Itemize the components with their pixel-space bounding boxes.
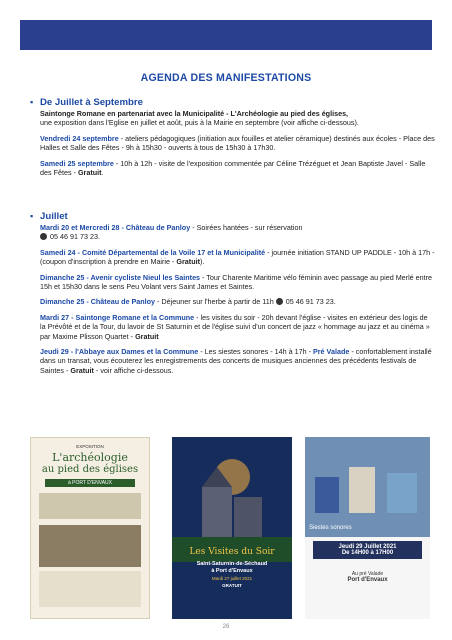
poster-date-box: Jeudi 29 Juillet 2021 De 14H00 à 17H00 — [313, 541, 422, 559]
poster-photo: Siestes sonores — [305, 437, 430, 537]
poster-text-block — [39, 493, 141, 519]
poster-info-block — [39, 571, 141, 607]
paragraph: Mardi 27 - Saintonge Romane et la Commune - les visites du soir - 20h devant l'église - visites en extérieur des logis de la Prévôté et de la Tour, du lavoir de St Saturnin et de l'église suivi d'un concert de jazz « hommage au jazz et au cinéma » par Maxime Plisson Quartet - Gratuit — [40, 312, 430, 341]
paragraph: Samedi 25 septembre - 10h à 12h - visite de l'exposition commentée par Céline Trézéguet et Jean Baptiste Javel - Salle des Fêtes - Gratuit. — [40, 158, 426, 178]
paragraph: Samedi 24 - Comité Départemental de la Voile 17 et la Municipalité - journée initiation STAND UP PADDLE - 10h à 17h - (coupon d'inscription à prendre en Mairie - Gratuit). — [40, 247, 435, 267]
bullet-icon: ▪ — [30, 97, 34, 107]
paragraph: Dimanche 25 - Avenir cycliste Nieul les Saintes - Tour Charente Maritime vélo féminin avec passage au pied Merlé entre 15h et 15h30 dans le sens Peu Volant vers Saint James et Saintes. — [40, 272, 433, 292]
poster-siestes-sonores: Siestes sonores Jeudi 29 Juillet 2021 De 14H00 à 17H00 Au pré Valade Port d'Envaux — [305, 437, 430, 619]
paragraph: Jeudi 29 - l'Abbaye aux Dames et la Commune - Les siestes sonores - 14h à 17h - Pré Valade - confortablement installé dans un transat, vous écouterez les enregistrements des concerts de musiques anciennes des précédents festivals de Saintes - Gratuit - voir affiche ci-dessous. — [40, 347, 432, 375]
paragraph: Dimanche 25 - Château de Panloy - Déjeuner sur l'herbe à partir de 11h 05 46 91 73 23. — [40, 297, 336, 307]
poster-visites-du-soir: Les Visites du Soir Saint-Saturnin-de-Séchaud à Port d'Envaux Mardi 27 juillet 2021 GRATUIT — [172, 437, 292, 619]
phone-icon — [276, 298, 283, 305]
paragraph: Saintonge Romane en partenariat avec la Municipalité - L'Archéologie au pied des églises, une exposition dans l'Eglise en juillet et août, puis à la Mairie en septembre (voir affiche ci-dessous). — [40, 109, 359, 128]
poster-archeologie: EXPOSITION L'archéologie au pied des églises à PORT D'ENVAUX — [30, 437, 150, 619]
page-number: 26 — [222, 624, 230, 630]
section-juillet — [30, 211, 435, 381]
paragraph: Mardi 20 et Mercredi 28 - Château de Panloy - Soirées hantées - sur réservation 05 46 91 73 23. — [40, 223, 303, 242]
poster-photo — [39, 525, 141, 567]
paragraph: Vendredi 24 septembre - ateliers pédagogiques (initiation aux fouilles et atelier céramique) destinés aux écoles - Place des Halles et Salle des Fêtes - 9h à 15h30 - ouverts à tous de 15h30 à 17h30. — [40, 133, 435, 153]
section-heading: ▪ Juillet — [30, 211, 68, 222]
bullet-icon: ▪ — [30, 211, 34, 221]
section-heading: ▪ De Juillet à Septembre — [30, 97, 143, 108]
top-banner — [20, 20, 432, 50]
poster-night-illustration — [172, 437, 292, 619]
section-juillet-septembre — [30, 97, 435, 183]
poster-row — [30, 437, 430, 619]
phone-icon — [40, 233, 47, 240]
page-title: AGENDA DES MANIFESTATIONS — [140, 72, 312, 84]
